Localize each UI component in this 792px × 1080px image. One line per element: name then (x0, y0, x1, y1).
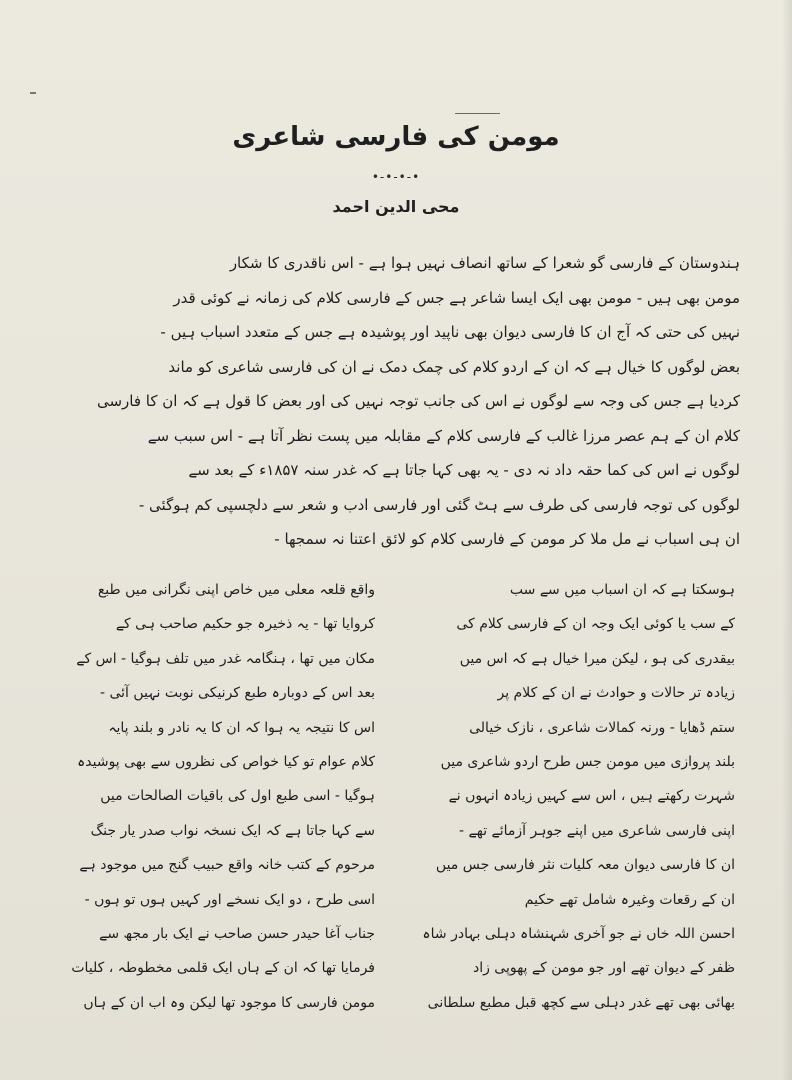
author-name: محی الدین احمد (332, 197, 460, 216)
column-line: ستم ڈھایا - ورنہ کمالات شاعری ، نازک خیالی (469, 719, 735, 736)
left-text-column (40, 573, 375, 1020)
column-line: ہوگیا - اسی طبع اول کی باقیات الصالحات میں (100, 788, 375, 805)
column-line: ان کا فارسی دیوان معہ کلیات نثر فارسی جس میں (435, 857, 735, 874)
top-rule-divider (455, 113, 500, 114)
intro-line: لوگوں نے اس کی کما حقہ داد نہ دی - یہ بھی کہا جاتا ہے کہ غدر سنہ ۱۸۵۷ء کے بعد سے (188, 461, 740, 479)
intro-line: نہیں کی حتی کہ آج ان کا فارسی دیوان بھی ناپید اور پوشیدہ ہے جس کے متعدد اسباب ہیں - (160, 323, 740, 341)
page-edge-shadow (782, 0, 792, 1080)
column-line: واقع قلعہ معلی میں خاص اپنی نگرانی میں طبع (97, 582, 375, 598)
column-line: مرحوم کے کتب خانہ واقع حبیب گنج میں موجود ہے (79, 857, 375, 874)
column-line: مومن فارسی کا موجود تھا لیکن وہ اب ان کے ہاں (83, 994, 375, 1011)
column-line: جناب آغا حیدر حسن صاحب نے ایک بار مجھ سے (99, 925, 375, 942)
right-text-column (400, 573, 735, 1020)
column-line: ظفر کے دیوان تھے اور جو مومن کے پھوپی زاد (472, 960, 735, 977)
intro-line: لوگوں کی توجہ فارسی کی طرف سے ہٹ گئی اور فارسی ادب و شعر سے دلچسپی کم ہوگئی - (138, 495, 740, 514)
column-line: بلند پروازی میں مومن جس طرح اردو شاعری میں (440, 753, 735, 770)
column-line: اس کا نتیجہ یہ ہوا کہ ان کا یہ نادر و بلند پایہ (108, 719, 375, 736)
intro-line: مومن بھی ہیں - مومن بھی ایک ایسا شاعر ہے جس کے فارسی کلام کی زمانہ نے کوئی قدر (173, 288, 740, 307)
column-line: فرمایا تھا کہ ان کے ہاں ایک قلمی مخطوطہ ، کلیات (71, 960, 375, 977)
ink-mark (30, 92, 36, 94)
intro-line: کلام ان کے ہم عصر مرزا غالب کے فارسی کلام کے مقابلہ میں پست نظر آتا ہے - اس سبب سے (147, 426, 740, 445)
intro-line: بعض لوگوں کا خیال ہے کہ ان کے اردو کلام کی چمک دمک نے ان کی فارسی شاعری کو ماند (168, 357, 740, 376)
column-line: کروایا تھا - یہ ذخیرہ جو حکیم صاحب ہی کے (115, 616, 375, 633)
intro-line: ان ہی اسباب نے مل ملا کر مومن کے فارسی کلام کو لائق اعتنا نہ سمجھا - (274, 530, 740, 548)
column-line: کے سب یا کوئی ایک وجہ ان کے فارسی کلام کی (456, 616, 735, 633)
column-line: شہرت رکھتے ہیں ، اس سے کہیں زیادہ انہوں نے (448, 788, 735, 805)
column-line: بیقدری کی ہو ، لیکن میرا خیال ہے کہ اس میں (459, 650, 735, 667)
column-line: اپنی فارسی شاعری میں اپنے جوہر آزمائے تھے - (459, 822, 735, 839)
column-line: ان کے رقعات وغیرہ شامل تھے حکیم (524, 891, 735, 908)
column-line: بھائی بھی تھے غدر دہلی سے کچھ قبل مطبع سلطانی (427, 994, 735, 1011)
column-line: احسن اللہ خاں نے جو آخری شہنشاہ دہلی بہادر شاہ (422, 925, 735, 942)
column-line: مکان میں تھا ، ہنگامہ غدر میں تلف ہوگیا - اس کے (76, 650, 375, 667)
intro-paragraph (55, 246, 740, 557)
intro-line: کردیا ہے جس کی وجہ سے لوگوں نے اس کی جانب توجہ نہیں کی اور بعض کا قول ہے کہ ان کا فارسی (96, 392, 740, 410)
column-line: اسی طرح ، دو ایک نسخے اور کہیں ہوں تو ہوں - (84, 891, 375, 908)
column-line: بعد اس کے دوبارہ طبع کرنیکی نوبت نہیں آئی - (99, 685, 375, 702)
column-line: ہوسکتا ہے کہ ان اسباب میں سے سب (509, 582, 735, 598)
ornament-divider: •-•-•-• (371, 170, 421, 184)
column-line: سے کہا جاتا ہے کہ ایک نسخہ نواب صدر یار جنگ (90, 822, 375, 839)
intro-line: ہندوستان کے فارسی گو شعرا کے ساتھ انصاف نہیں ہوا ہے - اس ناقدری کا شکار (229, 254, 740, 272)
column-line: کلام عوام تو کیا خواص کی نظروں سے بھی پوشیدہ (77, 753, 375, 770)
column-line: زیادہ تر حالات و حوادث نے ان کے کلام پر (497, 685, 735, 702)
article-title: مومن کی فارسی شاعری (232, 122, 560, 152)
